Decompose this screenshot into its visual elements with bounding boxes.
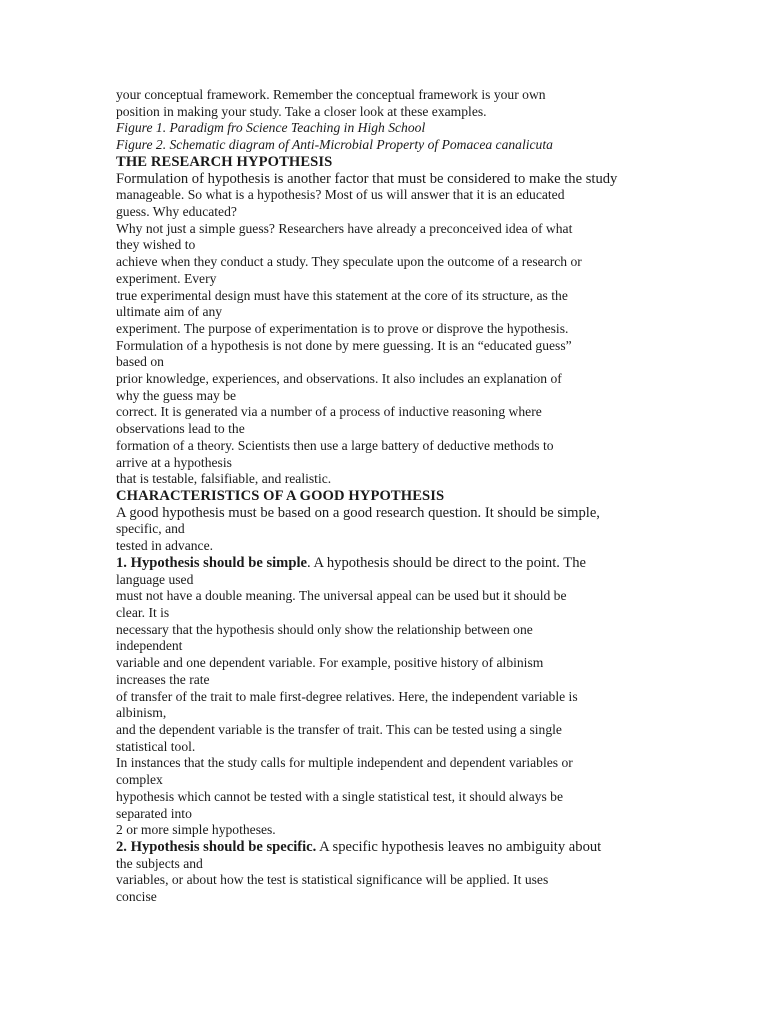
text-line: hypothesis which cannot be tested with a single statistical test, it should always be <box>116 788 564 804</box>
list-item-text: . A hypothesis should be direct to the point. The <box>306 554 586 571</box>
paragraph-first-line: A good hypothesis must be based on a good research question. It should be simple, <box>116 504 600 521</box>
text-line: why the guess may be <box>116 387 237 403</box>
text-line: increases the rate <box>116 671 210 687</box>
text-line: independent <box>116 638 183 654</box>
text-line: variables, or about how the test is statistical significance will be applied. It uses <box>116 872 549 888</box>
text-line: true experimental design must have this statement at the core of its structure, as the <box>116 287 568 303</box>
text-line: your conceptual framework. Remember the conceptual framework is your own <box>116 87 546 102</box>
text-line: necessary that the hypothesis should only show the relationship between one <box>116 621 533 637</box>
figure-caption: Figure 2. Schematic diagram of Anti-Microbial Property of Pomacea canalicuta <box>116 137 553 153</box>
text-line: Formulation of a hypothesis is not done by mere guessing. It is an “educated guess” <box>116 337 572 353</box>
text-line: clear. It is <box>116 605 170 621</box>
text-line: variable and one dependent variable. For example, positive history of albinism <box>116 655 544 671</box>
text-line: of transfer of the trait to male first-degree relatives. Here, the independent variable is <box>116 688 578 704</box>
text-line: guess. Why educated? <box>116 204 237 220</box>
text-line: position in making your study. Take a closer look at these examples. <box>116 103 487 119</box>
text-line: albinism, <box>116 705 167 721</box>
text-line: concise <box>116 889 157 905</box>
text-line: separated into <box>116 805 192 821</box>
text-line: achieve when they conduct a study. They speculate upon the outcome of a research or <box>116 254 582 270</box>
figure-caption: Figure 1. Paradigm fro Science Teaching in High School <box>116 120 426 136</box>
text-line: correct. It is generated via a number of a process of inductive reasoning where <box>116 404 542 420</box>
text-line: must not have a double meaning. The universal appeal can be used but it should be <box>116 588 567 604</box>
list-item-first-line <box>116 555 656 572</box>
list-item-title: 1. Hypothesis should be simple <box>116 554 307 571</box>
text-line: statistical tool. <box>116 738 196 754</box>
text-line: and the dependent variable is the transfer of trait. This can be tested using a single <box>116 722 562 737</box>
section-heading: THE RESEARCH HYPOTHESIS <box>116 153 333 170</box>
list-item-title: 2. Hypothesis should be specific. <box>116 838 317 855</box>
text-line: experiment. The purpose of experimentation is to prove or disprove the hypothesis. <box>116 320 569 336</box>
text-line: they wished to <box>116 237 196 253</box>
text-line: the subjects and <box>116 855 203 871</box>
text-line: experiment. Every <box>116 270 217 286</box>
text-line: tested in advance. <box>116 538 214 554</box>
text-line: Why not just a simple guess? Researchers have already a preconceived idea of what <box>116 220 573 236</box>
text-line: In instances that the study calls for multiple independent and dependent variables or <box>116 755 573 771</box>
text-line: based on <box>116 354 164 370</box>
text-line: language used <box>116 571 194 587</box>
list-item-first-line <box>116 839 656 856</box>
text-line: specific, and <box>116 521 185 537</box>
list-item-text: A specific hypothesis leaves no ambiguity about <box>316 838 602 855</box>
text-line: formation of a theory. Scientists then use a large battery of deductive methods to <box>116 437 554 453</box>
text-line: ultimate aim of any <box>116 304 223 320</box>
text-line: arrive at a hypothesis <box>116 454 232 470</box>
text-line: manageable. So what is a hypothesis? Most of us will answer that it is an educated <box>116 187 565 203</box>
document-page <box>116 87 656 906</box>
paragraph-first-line: Formulation of hypothesis is another factor that must be considered to make the study <box>116 170 618 187</box>
text-line: that is testable, falsifiable, and realistic. <box>116 471 332 487</box>
text-line: complex <box>116 772 163 788</box>
text-line: 2 or more simple hypotheses. <box>116 822 276 838</box>
text-line: observations lead to the <box>116 421 245 437</box>
section-heading: CHARACTERISTICS OF A GOOD HYPOTHESIS <box>116 487 445 504</box>
text-line: prior knowledge, experiences, and observations. It also includes an explanation of <box>116 371 562 387</box>
